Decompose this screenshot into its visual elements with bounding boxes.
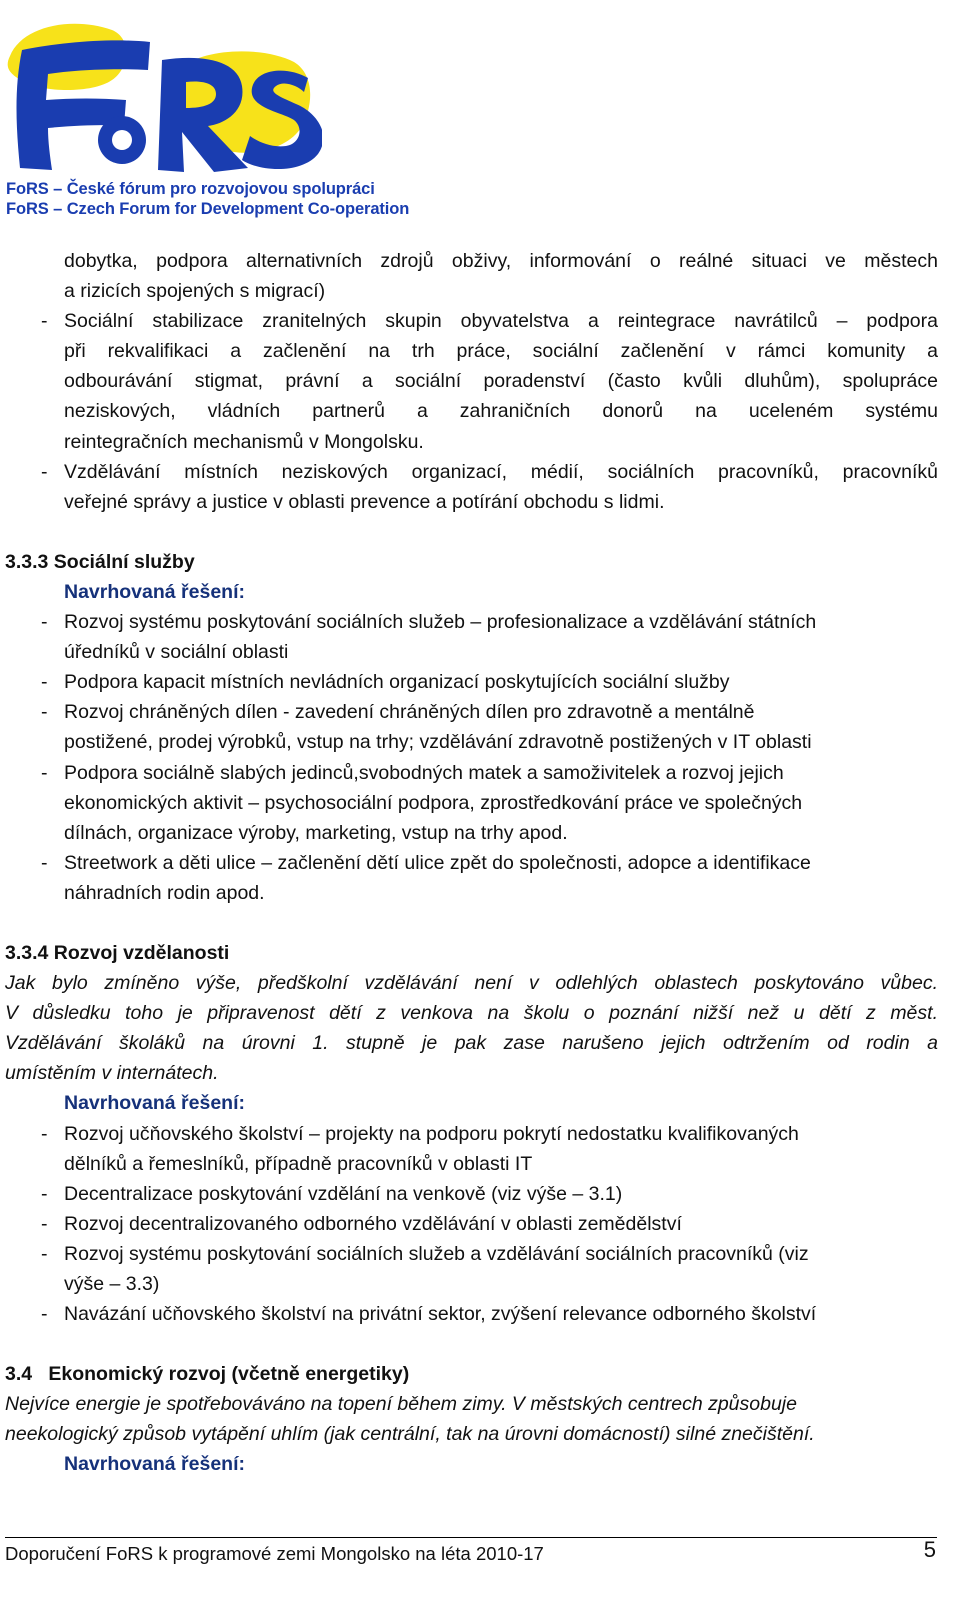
subheading: Navrhovaná řešení:: [64, 580, 245, 603]
text-line: odbourávání stigmat, právní a sociální poradenství (často kvůli dluhům), spolupráce: [64, 370, 938, 393]
list-item: - Decentralizace poskytování vzdělání na venkově (viz výše – 3.1): [41, 1182, 623, 1205]
italic-paragraph-line: Nejvíce energie je spotřebováváno na topení během zimy. V městských centrech způsobuje: [5, 1393, 797, 1416]
list-item: - Rozvoj systému poskytování sociálních služeb – profesionalizace a vzdělávání státních: [41, 611, 817, 634]
subheading: Navrhovaná řešení:: [64, 1453, 245, 1476]
bullet-dash: -: [41, 310, 48, 333]
italic-paragraph-line: neekologický způsob vytápění uhlím (jak centrální, tak na úrovni domácností) silné znečištění.: [5, 1423, 815, 1446]
list-item: - Podpora sociálně slabých jedinců,svobodných matek a samoživitelek a rozvoj jejich: [41, 761, 784, 784]
text-line: úředníků v sociální oblasti: [64, 641, 289, 664]
text-line: náhradních rodin apod.: [64, 881, 265, 904]
text-line: postižené, prodej výrobků, vstup na trhy; vzdělávání zdravotně postižených v IT oblasti: [64, 731, 812, 754]
text-line: dělníků a řemeslníků, případně pracovníků v oblasti IT: [64, 1152, 533, 1175]
text-line: ekonomických aktivit – psychosociální podpora, zprostředkování práce ve společných: [64, 791, 803, 814]
list-item: - Sociální stabilizace zranitelných skupin obyvatelstva a reintegrace navrátilců – podpora: [0, 306, 938, 336]
italic-paragraph-line: umístěním v internátech.: [5, 1062, 219, 1085]
section-heading-3-3-3: 3.3.3 Sociální služby: [5, 550, 195, 573]
list-item: - Rozvoj systému poskytování sociálních služeb a vzdělávání sociálních pracovníků (viz: [41, 1242, 809, 1265]
list-item: - Rozvoj decentralizovaného odborného vzdělávání v oblasti zemědělství: [41, 1212, 682, 1235]
italic-paragraph-line: Vzdělávání školáků na úrovni 1. stupně je pak zase narušeno jejich odtržením od rodin a: [5, 1032, 938, 1055]
italic-paragraph-line: Jak bylo zmíněno výše, předškolní vzdělávání není v odlehlých oblastech poskytováno vůbec.: [5, 972, 938, 995]
footer-title: Doporučení FoRS k programové zemi Mongolsko na léta 2010-17: [5, 1543, 544, 1564]
section-heading-3-3-4: 3.3.4 Rozvoj vzdělanosti: [5, 941, 230, 964]
org-name-english: FoRS – Czech Forum for Development Co-operation: [6, 200, 410, 218]
list-item: - Streetwork a děti ulice – začlenění dětí ulice zpět do společnosti, adopce a identifikace: [41, 851, 811, 874]
text-line: veřejné správy a justice v oblasti prevence a potírání obchodu s lidmi.: [64, 490, 665, 513]
subheading: Navrhovaná řešení:: [64, 1092, 245, 1115]
text-line: reintegračních mechanismů v Mongolsku.: [64, 430, 424, 453]
text-line: dílnách, organizace výroby, marketing, vstup na trhy apod.: [64, 821, 568, 844]
list-item: - Podpora kapacit místních nevládních organizací poskytujících sociální služby: [41, 671, 730, 694]
section-heading-3-4: 3.4 Ekonomický rozvoj (včetně energetiky): [5, 1363, 410, 1386]
text-line: dobytka, podpora alternativních zdrojů obživy, informování o reálné situaci ve městech: [64, 250, 938, 272]
text-line: při rekvalifikaci a začlenění na trh práce, sociální začlenění v rámci komunity a: [64, 340, 938, 363]
org-name-czech: FoRS – České fórum pro rozvojovou spolupráci: [6, 180, 375, 198]
list-item: - Rozvoj chráněných dílen - zavedení chráněných dílen pro zdravotně a mentálně: [41, 701, 755, 724]
italic-paragraph-line: V důsledku toho je připravenost dětí z venkova na školu o poznání nižší než u dětí z měst.: [5, 1002, 938, 1025]
list-item: - Vzdělávání místních neziskových organizací, médií, sociálních pracovníků, pracovníků: [0, 457, 938, 487]
fors-logo: [2, 8, 322, 188]
document-body: [0, 246, 960, 1480]
list-item: - Rozvoj učňovského školství – projekty na podporu pokrytí nedostatku kvalifikovaných: [41, 1122, 799, 1145]
text-line: výše – 3.3): [64, 1273, 160, 1295]
bullet-dash: -: [41, 460, 48, 483]
list-item: - Navázání učňovského školství na privátní sektor, zvýšení relevance odborného školství: [41, 1303, 817, 1326]
page-number: 5: [923, 1537, 936, 1562]
text-line: neziskových, vládních partnerů a zahraničních donorů na uceleném systému: [64, 400, 938, 423]
footer-divider: [5, 1537, 937, 1538]
text-line: a rizicích spojených s migrací): [64, 280, 326, 303]
